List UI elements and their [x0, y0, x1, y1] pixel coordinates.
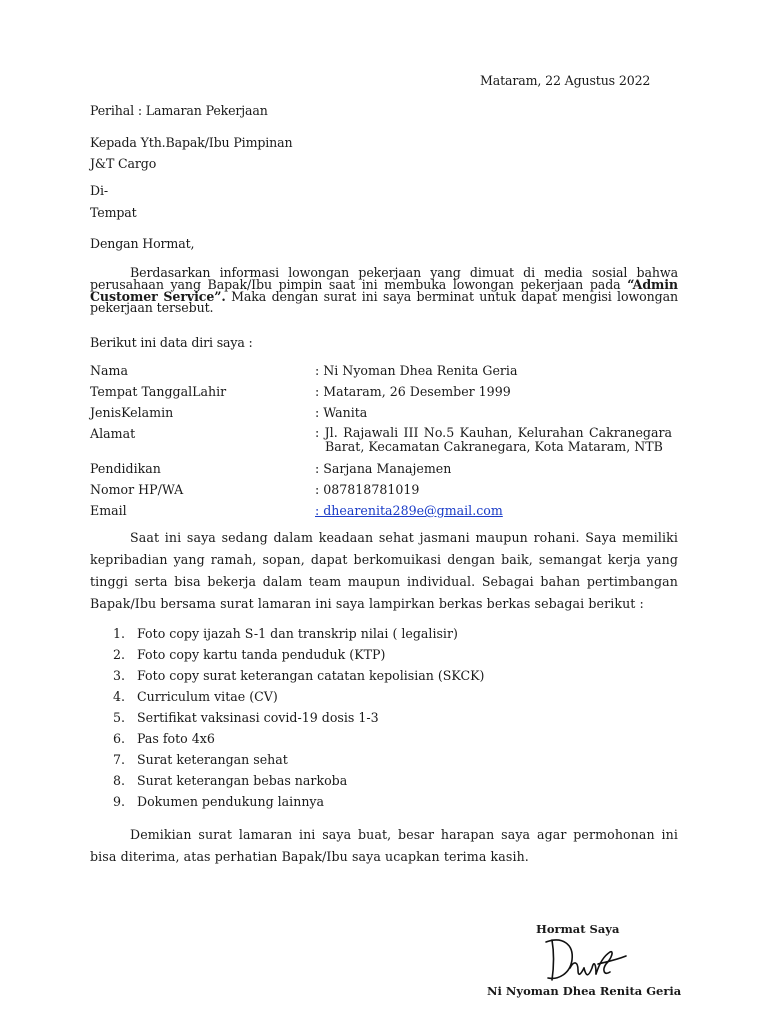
address-value	[315, 426, 672, 454]
phone-value: : 087818781019	[315, 482, 420, 497]
recipient-di: Di-	[90, 183, 108, 198]
list-item: 4. Curriculum vitae (CV)	[113, 689, 278, 704]
regards: Hormat Saya	[536, 922, 620, 936]
gender-value: : Wanita	[315, 405, 368, 420]
list-item: 5. Sertifikat vaksinasi covid-19 dosis 1-3	[113, 710, 379, 725]
recipient-line-2: J&T Cargo	[90, 156, 157, 171]
list-item: 2. Foto copy kartu tanda penduduk (KTP)	[113, 647, 386, 662]
birth-value: : Mataram, 26 Desember 1999	[315, 384, 511, 399]
signer-name: Ni Nyoman Dhea Renita Geria	[487, 984, 682, 998]
data-intro: Berikut ini data diri saya :	[90, 335, 253, 350]
closing-paragraph	[90, 824, 678, 868]
list-item: 6. Pas foto 4x6	[113, 731, 215, 746]
address-line-2: Barat, Kecamatan Cakranegara, Kota Mataram, NTB	[325, 439, 663, 454]
address-label: Alamat	[90, 426, 136, 441]
handwritten-signature	[540, 934, 630, 986]
email-label: Email	[90, 503, 127, 518]
email-link[interactable]: : dhearenita289e@gmail.com	[315, 503, 503, 518]
list-item: 8. Surat keterangan bebas narkoba	[113, 773, 348, 788]
birth-label: Tempat TanggalLahir	[90, 384, 227, 399]
list-item: 9. Dokumen pendukung lainnya	[113, 794, 325, 809]
gender-label: JenisKelamin	[90, 405, 174, 420]
body-text: Saat ini saya sedang dalam keadaan sehat jasmani maupun rohani. Saya memiliki kepribadian yang ramah, sopan, dapat berkomuikasi dengan baik, semangat kerja yang tinggi serta bisa bekerja dalam team maupun individual. Sebagai bahan pertimbangan Bapak/Ibu bersama surat lamaran ini saya lampirkan berkas berkas sebagai berikut :	[90, 530, 678, 611]
intro-paragraph	[90, 267, 678, 314]
phone-label: Nomor HP/WA	[90, 482, 184, 497]
list-item: 1. Foto copy ijazah S-1 dan transkrip nilai ( legalisir)	[113, 626, 458, 641]
intro-text-pre: Berdasarkan informasi lowongan pekerjaan yang dimuat di media sosial bahwa perusahaan yang Bapak/Ibu pimpin saat ini membuka lowongan pekerjaan pada	[90, 265, 678, 292]
recipient-line-1: Kepada Yth.Bapak/Ibu Pimpinan	[90, 135, 293, 150]
name-value: : Ni Nyoman Dhea Renita Geria	[315, 363, 518, 378]
list-item: 7. Surat keterangan sehat	[113, 752, 288, 767]
recipient-place: Tempat	[90, 205, 137, 220]
attachment-list	[113, 626, 484, 815]
education-value: : Sarjana Manajemen	[315, 461, 452, 476]
intro-text-post: Maka dengan surat ini saya berminat untuk dapat mengisi lowongan pekerjaan tersebut.	[90, 288, 678, 316]
closing-text: Demikian surat lamaran ini saya buat, besar harapan saya agar permohonan ini bisa diterima, atas perhatian Bapak/Ibu saya ucapkan terima kasih.	[90, 827, 678, 864]
place-date: Mataram, 22 Agustus 2022	[480, 73, 651, 88]
address-line-1: : Jl. Rajawali III No.5 Kauhan, Kelurahan Cakranegara	[315, 425, 672, 440]
education-label: Pendidikan	[90, 461, 161, 476]
body-paragraph	[90, 527, 678, 615]
name-label: Nama	[90, 363, 128, 378]
intro-position-bold: “Admin Customer Service”.	[90, 276, 678, 304]
list-item: 3. Foto copy surat keterangan catatan kepolisian (SKCK)	[113, 668, 485, 683]
subject-line: Perihal : Lamaran Pekerjaan	[90, 103, 268, 118]
greeting: Dengan Hormat,	[90, 236, 195, 251]
